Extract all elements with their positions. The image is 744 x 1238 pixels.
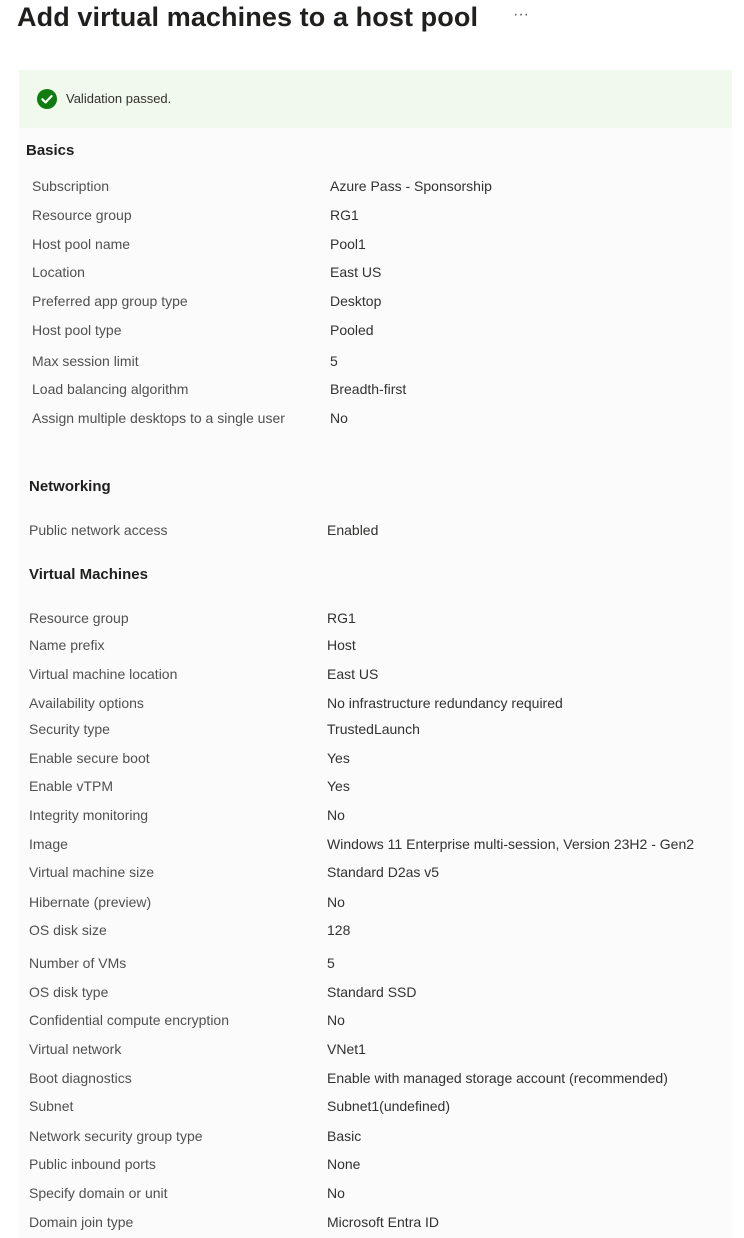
summary-row: [29, 981, 740, 1003]
row-value: Enable with managed storage account (recommended): [327, 1070, 668, 1086]
row-label: Boot diagnostics: [29, 1070, 132, 1086]
summary-row: [29, 747, 740, 769]
row-value: RG1: [327, 610, 356, 626]
row-label: Security type: [29, 721, 110, 737]
row-label: Host pool type: [32, 322, 122, 338]
row-label: Virtual network: [29, 1041, 122, 1057]
validation-banner: [19, 70, 732, 128]
row-value: Desktop: [330, 293, 382, 309]
row-label: Preferred app group type: [32, 293, 188, 309]
summary-row: [29, 692, 740, 714]
summary-row: [29, 1153, 740, 1175]
row-label: Enable secure boot: [29, 750, 150, 766]
summary-row: [29, 804, 740, 826]
row-label: Max session limit: [32, 353, 139, 369]
summary-row: [32, 290, 740, 312]
row-value: Standard D2as v5: [327, 864, 440, 880]
summary-row: [29, 634, 740, 656]
summary-row: [32, 261, 740, 283]
summary-row: [29, 833, 740, 855]
summary-row: [32, 407, 740, 429]
row-value: No: [327, 894, 345, 910]
summary-row: [29, 952, 740, 974]
summary-row: [29, 718, 740, 740]
summary-row: [32, 350, 740, 372]
row-value: VNet1: [327, 1041, 366, 1057]
row-value: Windows 11 Enterprise multi-session, Version 23H2 - Gen2: [327, 836, 695, 852]
row-value: Azure Pass - Sponsorship: [330, 178, 492, 194]
row-label: Hibernate (preview): [29, 894, 152, 910]
row-value: Yes: [327, 750, 350, 766]
row-value: No infrastructure redundancy required: [327, 695, 563, 711]
row-value: Basic: [327, 1128, 362, 1144]
summary-row: [32, 319, 740, 341]
row-label: Virtual machine location: [29, 666, 178, 682]
summary-row: [29, 663, 740, 685]
summary-row: [32, 175, 740, 197]
row-label: Resource group: [32, 207, 132, 223]
row-value: No: [330, 410, 348, 426]
summary-row: [29, 1009, 740, 1031]
row-label: Confidential compute encryption: [29, 1012, 230, 1028]
row-value: No: [327, 1012, 345, 1028]
row-label: Availability options: [29, 695, 144, 711]
section-heading-virtual-machines: Virtual Machines: [29, 566, 148, 583]
row-label: OS disk type: [29, 984, 109, 1000]
summary-row: [29, 919, 740, 941]
summary-row: [29, 1125, 740, 1147]
summary-row: [29, 891, 740, 913]
summary-row: [29, 607, 740, 629]
summary-row: [32, 204, 740, 226]
row-label: Domain join type: [29, 1214, 134, 1230]
row-value: Host: [327, 637, 356, 653]
section-heading-basics: Basics: [26, 142, 75, 159]
row-value: 5: [327, 955, 335, 971]
row-label: Assign multiple desktops to a single user: [32, 410, 285, 426]
row-label: Enable vTPM: [29, 778, 114, 794]
row-value: East US: [327, 666, 379, 682]
row-label: Host pool name: [32, 236, 131, 252]
row-label: Integrity monitoring: [29, 807, 149, 823]
row-label: Location: [32, 264, 85, 280]
summary-row: [29, 775, 740, 797]
row-label: Specify domain or unit: [29, 1185, 168, 1201]
row-label: OS disk size: [29, 922, 107, 938]
summary-row: [32, 378, 740, 400]
row-label: Virtual machine size: [29, 864, 155, 880]
row-label: Load balancing algorithm: [32, 381, 189, 397]
row-label: Subnet: [29, 1098, 74, 1114]
validation-message: Validation passed.: [66, 91, 172, 106]
row-value: Pooled: [330, 322, 374, 338]
row-label: Image: [29, 836, 68, 852]
row-value: Enabled: [327, 522, 379, 538]
summary-row: [29, 1095, 740, 1117]
row-label: Subscription: [32, 178, 110, 194]
section-heading-networking: Networking: [29, 478, 111, 495]
more-options-icon[interactable]: ···: [513, 6, 529, 23]
row-value: RG1: [330, 207, 359, 223]
summary-row: [29, 519, 740, 541]
row-label: Public inbound ports: [29, 1156, 156, 1172]
row-value: No: [327, 807, 345, 823]
row-label: Number of VMs: [29, 955, 127, 971]
row-label: Public network access: [29, 522, 168, 538]
row-label: Network security group type: [29, 1128, 203, 1144]
row-value: 5: [330, 353, 338, 369]
row-label: Name prefix: [29, 637, 105, 653]
row-value: Yes: [327, 778, 350, 794]
row-label: Resource group: [29, 610, 129, 626]
row-value: Breadth-first: [330, 381, 407, 397]
summary-row: [29, 1182, 740, 1204]
row-value: Standard SSD: [327, 984, 417, 1000]
row-value: Pool1: [330, 236, 366, 252]
row-value: East US: [330, 264, 382, 280]
check-circle-icon: [37, 89, 57, 109]
page-title: Add virtual machines to a host pool: [17, 2, 479, 32]
row-value: No: [327, 1185, 345, 1201]
row-value: Microsoft Entra ID: [327, 1214, 440, 1230]
row-value: Subnet1(undefined): [327, 1098, 450, 1114]
summary-row: [29, 1211, 740, 1233]
summary-row: [29, 1038, 740, 1060]
row-value: None: [327, 1156, 361, 1172]
row-value: 128: [327, 922, 351, 938]
row-value: TrustedLaunch: [327, 721, 420, 737]
summary-row: [29, 1067, 740, 1089]
summary-row: [32, 233, 740, 255]
summary-row: [29, 861, 740, 883]
